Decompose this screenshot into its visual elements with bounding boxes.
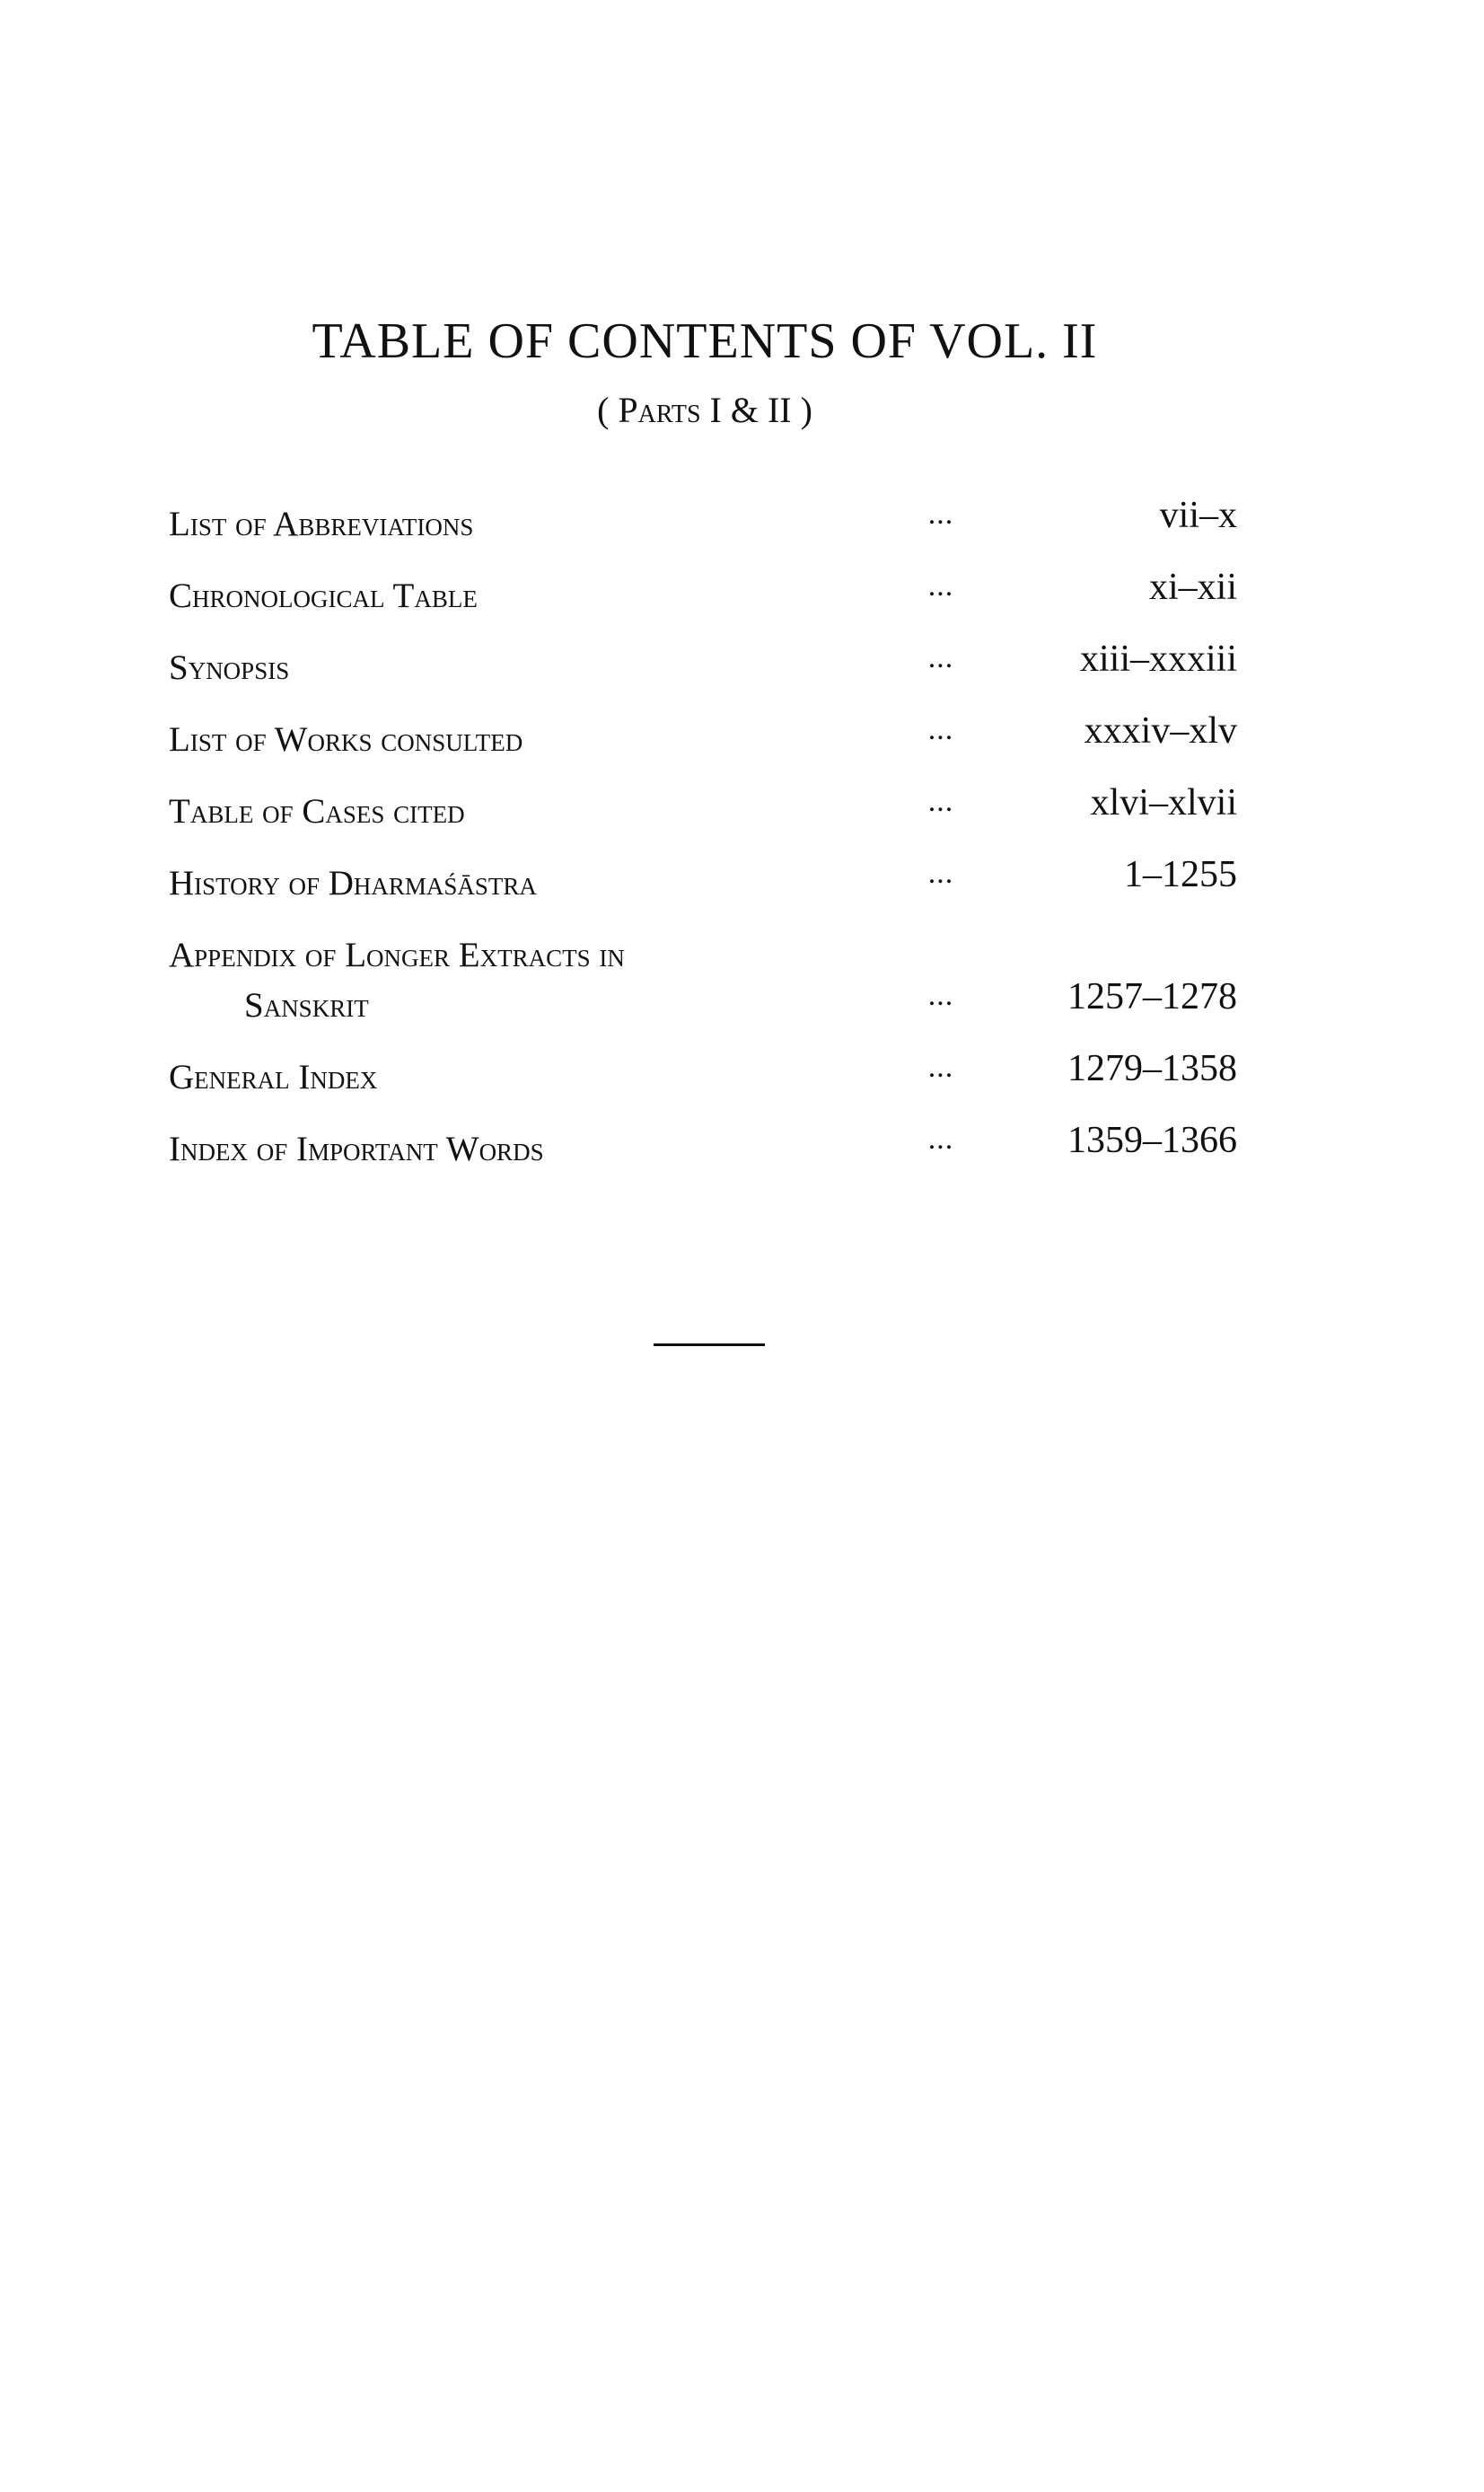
toc-entry-pages: 1257–1278 (1067, 976, 1237, 1017)
toc-leader-dots: ... (927, 785, 954, 818)
toc-leader-dots: ... (927, 569, 954, 603)
toc-entry-important-words (169, 1119, 1255, 1191)
toc-entry-pages: 1359–1366 (1067, 1120, 1237, 1161)
toc-entry-label: History of Dharmaśāstra (169, 864, 537, 903)
toc-leader-dots: ... (927, 1051, 954, 1084)
toc-entry-pages: vii–x (1159, 495, 1237, 536)
toc-entry-label: Index of Important Words (169, 1130, 544, 1168)
toc-entry-pages: xlvi–xlvii (1090, 782, 1237, 823)
toc-entry-label: List of Abbreviations (169, 505, 474, 543)
toc-entry-works-consulted (169, 709, 1255, 781)
toc-entry-abbreviations (169, 494, 1255, 566)
toc-entry-label: Chronological Table (169, 577, 478, 615)
toc-leader-dots: ... (927, 641, 954, 674)
toc-entry-cases-cited (169, 781, 1255, 853)
toc-entry-general-index (169, 1047, 1255, 1119)
toc-entry-label-wrap (169, 930, 869, 1031)
toc-entry-history (169, 853, 1255, 925)
toc-entry-label: General Index (169, 1058, 378, 1096)
toc-entry-label: Synopsis (169, 648, 290, 687)
toc-entry-label: Appendix of Longer Extracts in (169, 936, 625, 974)
table-of-contents (169, 494, 1255, 1191)
toc-entry-appendix (169, 925, 1255, 1047)
toc-entry-pages: xiii–xxxiii (1079, 638, 1237, 680)
toc-entry-pages: xxxiv–xlv (1084, 710, 1237, 752)
toc-leader-dots: ... (927, 857, 954, 890)
toc-entry-label: List of Works consulted (169, 720, 523, 759)
toc-leader-dots: ... (927, 713, 954, 746)
toc-entry-pages: xi–xii (1148, 567, 1237, 608)
toc-entry-label-continuation: Sanskrit (244, 986, 369, 1025)
toc-entry-synopsis (169, 638, 1255, 709)
toc-entry-chronological-table (169, 566, 1255, 638)
section-divider-rule (654, 1343, 765, 1346)
toc-leader-dots: ... (927, 498, 954, 531)
toc-entry-pages: 1–1255 (1124, 854, 1237, 895)
toc-entry-pages: 1279–1358 (1067, 1048, 1237, 1089)
toc-entry-label: Table of Cases cited (169, 792, 465, 831)
toc-leader-dots: ... (927, 1123, 954, 1156)
toc-leader-dots: ... (927, 979, 954, 1012)
page-subtitle: ( Parts I & II ) (597, 390, 812, 430)
page-title: TABLE OF CONTENTS OF VOL. II (312, 313, 1098, 369)
